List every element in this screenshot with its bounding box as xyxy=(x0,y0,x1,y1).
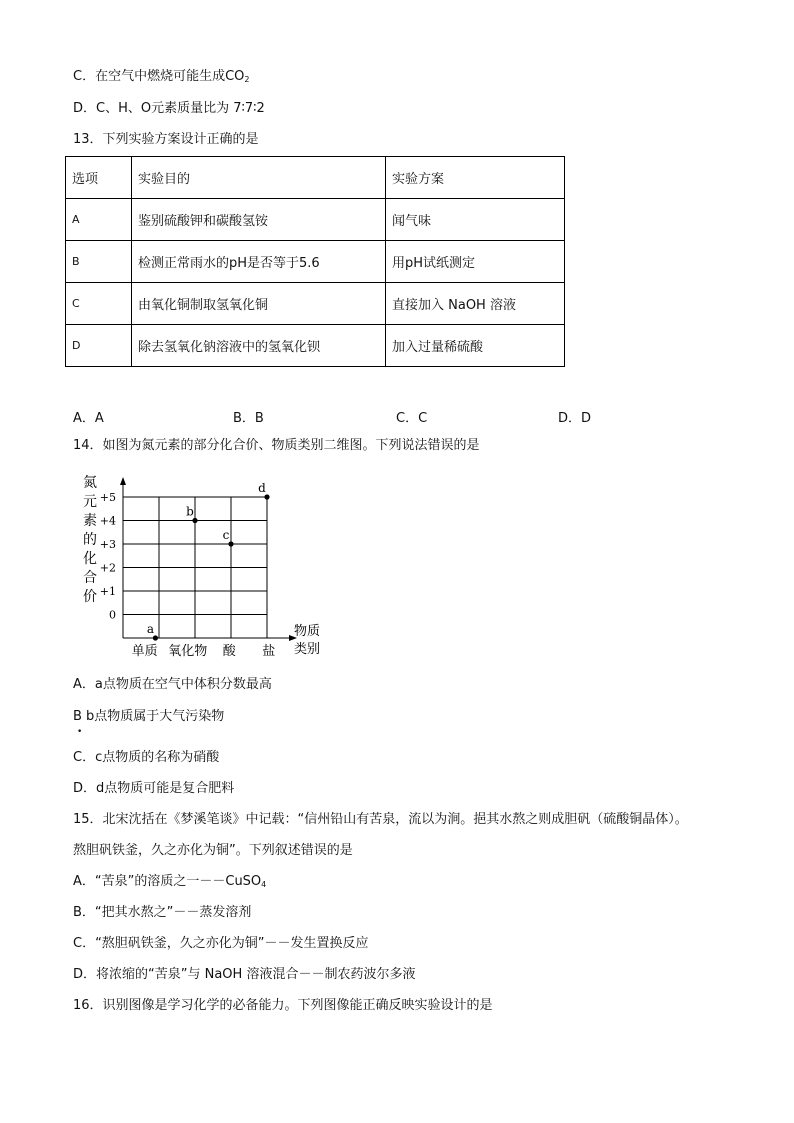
table-cell: 检测正常雨水的pH是否等于5.6 xyxy=(132,241,386,283)
chart-point-b xyxy=(192,518,197,523)
q13-table xyxy=(65,156,565,367)
table-row xyxy=(66,199,565,241)
chart-x-axis-label xyxy=(294,623,320,657)
q16-stem: 16．识别图像是学习化学的必备能力。下列图像能正确反映实验设计的是 xyxy=(73,998,493,1013)
chart-points xyxy=(147,481,270,641)
q12-option-c: C．在空气中燃烧可能生成$CO_2$ xyxy=(73,69,250,84)
dot-mark: • xyxy=(77,727,83,737)
y-axis-label-char: 的 xyxy=(83,532,97,548)
table-row xyxy=(66,325,565,367)
q14-option-d: D．d点物质可能是复合肥料 xyxy=(73,781,235,796)
q13-option-a: A．A xyxy=(73,411,104,426)
chart-x-ticks xyxy=(132,643,276,659)
y-axis-label-char: 化 xyxy=(83,551,97,567)
q13-option-c: C．C xyxy=(396,411,428,426)
q14-option-a: A．a点物质在空气中体积分数最高 xyxy=(73,677,272,692)
q15-stem-line2: 熬胆矾铁釜，久之亦化为铜”。下列叙述错误的是 xyxy=(73,843,353,858)
y-tick-label: +1 xyxy=(99,585,116,598)
q13-option-d: D．D xyxy=(558,411,592,426)
table-row xyxy=(66,241,565,283)
x-tick-label: 氧化物 xyxy=(168,644,208,659)
table-header-cell: 选项 xyxy=(66,157,132,199)
q15-option-a: A．“苦泉”的溶质之一－－CuSO$_4$ xyxy=(73,874,267,889)
x-tick-label: 盐 xyxy=(262,644,276,659)
y-axis-arrow xyxy=(120,477,126,485)
chart-point-d xyxy=(264,494,269,499)
x-tick-label: 酸 xyxy=(222,644,236,659)
y-axis-label-char: 元 xyxy=(83,494,97,510)
table-cell: 鉴别硫酸钾和碳酸氢铵 xyxy=(132,199,386,241)
table-cell: A xyxy=(66,199,132,241)
y-tick-label: 0 xyxy=(109,608,116,622)
chart-point-a xyxy=(153,635,158,640)
q13-option-b: B．B xyxy=(233,411,264,426)
table-cell: 直接加入 NaOH 溶液 xyxy=(386,283,565,325)
chart-axes xyxy=(120,477,297,641)
chart-y-ticks xyxy=(100,491,116,622)
y-axis-label-char: 氮 xyxy=(83,475,97,491)
chart-point-label: a xyxy=(146,622,154,636)
y-tick-label: +2 xyxy=(99,561,116,575)
table-cell: 加入过量稀硫酸 xyxy=(386,325,565,367)
q15-stem-line1: 15．北宋沈括在《梦溪笔谈》中记载：“信州铅山有苦泉，流以为涧。挹其水熬之则成胆矾（硫酸铜晶体）。 xyxy=(73,812,688,827)
chart-point-label: c xyxy=(222,528,230,542)
q14-option-c: C．c点物质的名称为硝酸 xyxy=(73,750,220,765)
table-row xyxy=(66,283,565,325)
table-header-cell: 实验目的 xyxy=(132,157,386,199)
y-tick-label: +3 xyxy=(99,538,116,551)
table-cell: 闻气味 xyxy=(386,199,565,241)
q15-option-b: B．“把其水熬之”－－蒸发溶剂 xyxy=(73,905,252,920)
table-cell: C xyxy=(66,283,132,325)
y-axis-label-char: 价 xyxy=(83,589,97,605)
nitrogen-valence-chart xyxy=(76,472,326,662)
table-cell: 除去氢氧化钠溶液中的氢氧化钡 xyxy=(132,325,386,367)
chart-point-c xyxy=(228,541,233,546)
table-cell: B xyxy=(66,241,132,283)
x-axis-label-line: 物质 xyxy=(293,624,321,639)
q14-stem: 14．如图为氮元素的部分化合价、物质类别二维图。下列说法错误的是 xyxy=(73,438,480,453)
table-header-row xyxy=(66,157,565,199)
y-axis-label-char: 素 xyxy=(83,513,97,529)
q12-option-d: D．C、H、O元素质量比为 7∶7∶2 xyxy=(73,101,265,116)
q13-stem: 13．下列实验方案设计正确的是 xyxy=(73,132,259,147)
y-tick-label: +4 xyxy=(99,514,116,528)
table-header-cell: 实验方案 xyxy=(386,157,565,199)
x-tick-label: 单质 xyxy=(131,644,158,659)
table-cell: 由氧化铜制取氢氧化铜 xyxy=(132,283,386,325)
table-cell: 用pH试纸测定 xyxy=(386,241,565,283)
chart-point-label: d xyxy=(258,481,266,495)
table-cell: D xyxy=(66,325,132,367)
q15-option-d: D．将浓缩的“苦泉”与 NaOH 溶液混合－－制农药波尔多液 xyxy=(73,967,416,982)
q13-options xyxy=(73,407,713,425)
y-axis-label-char: 合 xyxy=(83,570,97,586)
x-axis-label-line: 类别 xyxy=(293,642,321,657)
y-tick-label: +5 xyxy=(99,491,116,504)
chart-point-label: b xyxy=(186,504,194,519)
q15-option-c: C．“熬胆矾铁釜，久之亦化为铜”－－发生置换反应 xyxy=(73,936,369,951)
chart-y-axis-label xyxy=(83,475,97,605)
q14-option-b: B b点物质属于大气污染物 xyxy=(73,709,225,724)
